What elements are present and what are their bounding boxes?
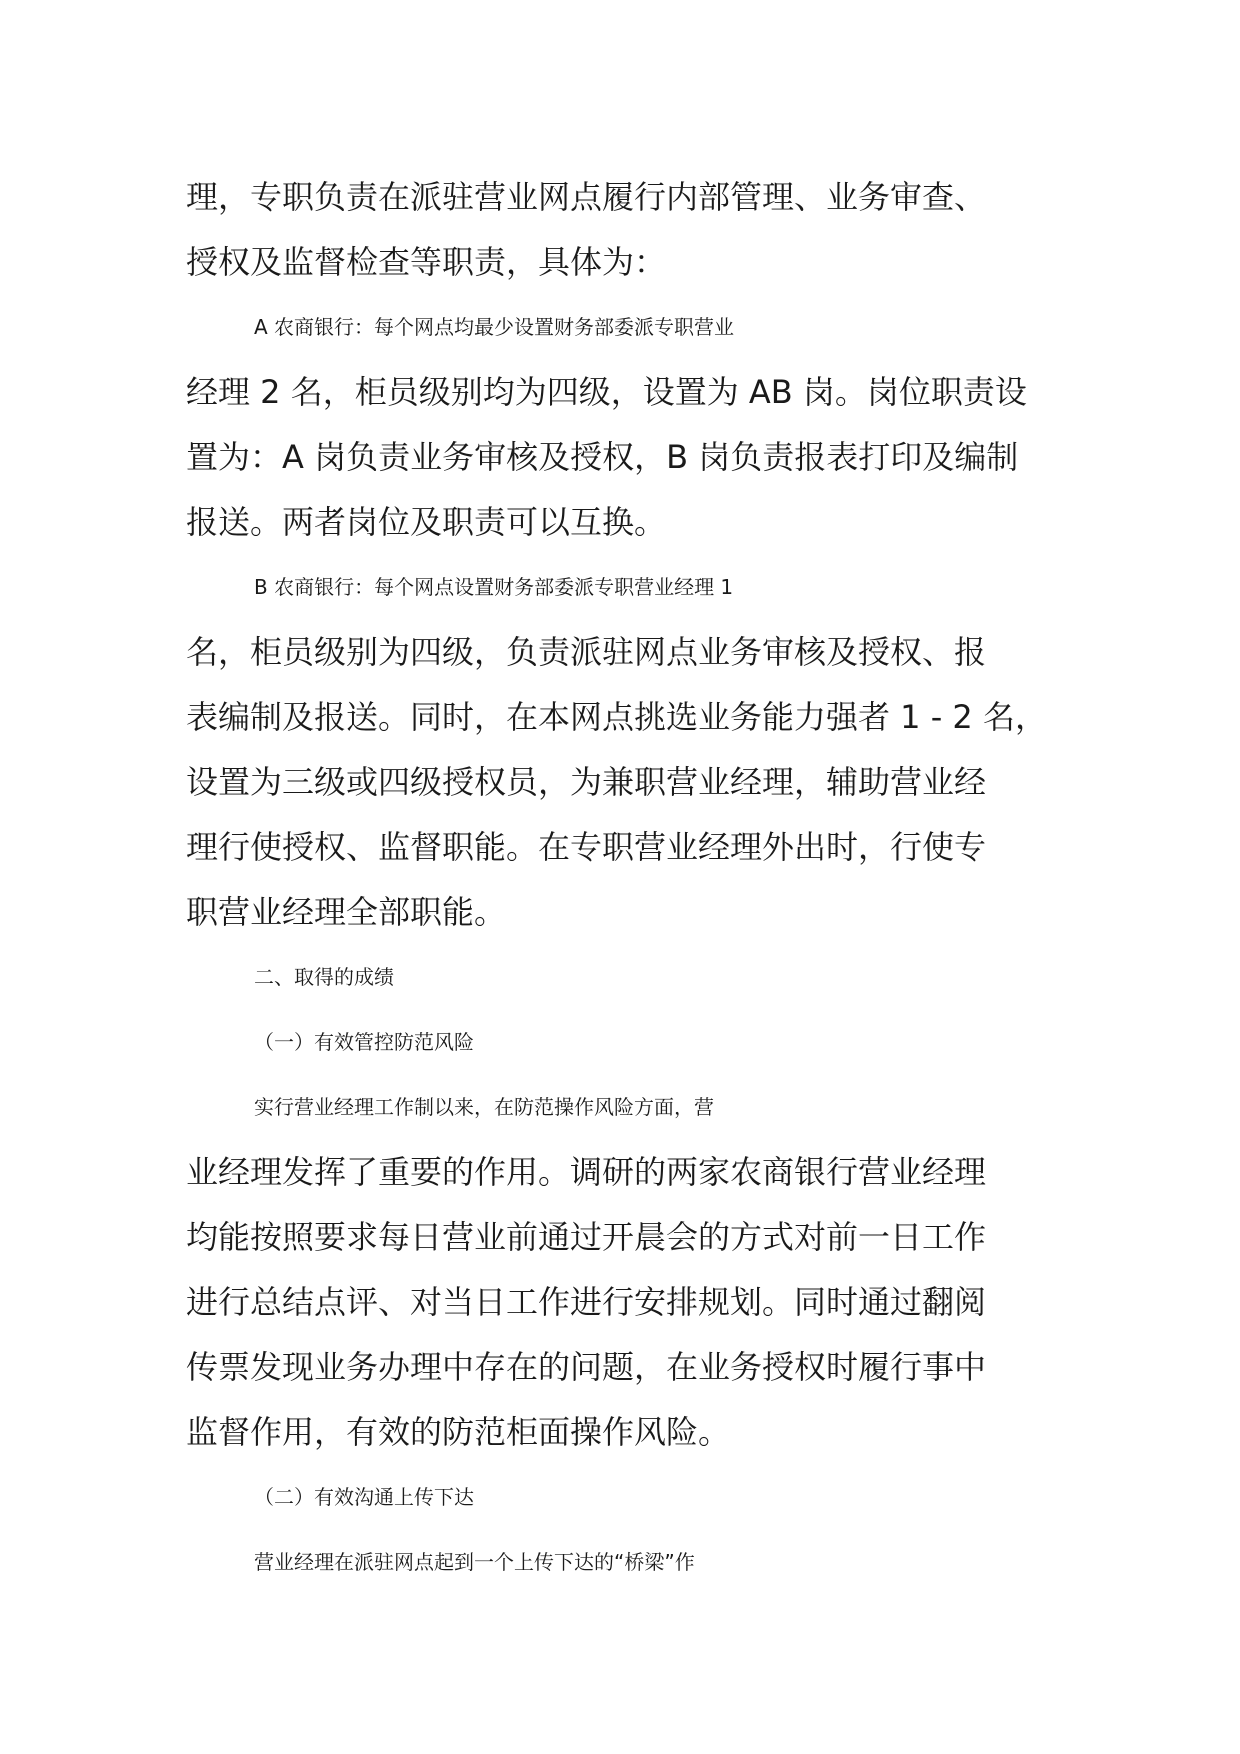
text-line: 名，柜员级别为四级，负责派驻网点业务审核及授权、报 <box>186 633 987 671</box>
text-line: 营业经理在派驻网点起到一个上传下达的“桥梁”作 <box>254 1550 695 1574</box>
text-line: 实行营业经理工作制以来，在防范操作风险方面，营 <box>254 1095 714 1119</box>
text-line: 表编制及报送。同时，在本网点挑选业务能力强者 1 - 2 名， <box>186 698 1047 736</box>
text-line: 授权及监督检查等职责，具体为： <box>186 243 667 281</box>
text-line: 进行总结点评、对当日工作进行安排规划。同时通过翻阅 <box>186 1283 987 1321</box>
text-line: A 农商银行：每个网点均最少设置财务部委派专职营业 <box>254 315 735 339</box>
text-line: 理行使授权、监督职能。在专职营业经理外出时，行使专 <box>186 828 987 866</box>
text-line: 置为：A 岗负责业务审核及授权，B 岗负责报表打印及编制 <box>186 438 1019 476</box>
text-line: （一）有效管控防范风险 <box>254 1030 474 1054</box>
text-line: 传票发现业务办理中存在的问题，在业务授权时履行事中 <box>186 1348 987 1386</box>
text-line: B 农商银行：每个网点设置财务部委派专职营业经理 1 <box>254 575 734 599</box>
text-line: 均能按照要求每日营业前通过开晨会的方式对前一日工作 <box>186 1218 987 1256</box>
text-line: 报送。两者岗位及职责可以互换。 <box>186 503 667 541</box>
text-line: 业经理发挥了重要的作用。调研的两家农商银行营业经理 <box>186 1153 987 1191</box>
text-line: 理，专职负责在派驻营业网点履行内部管理、业务审查、 <box>186 178 987 216</box>
text-line: 经理 2 名，柜员级别均为四级，设置为 AB 岗。岗位职责设 <box>186 373 1027 411</box>
text-line: 职营业经理全部职能。 <box>186 893 507 931</box>
text-line: （二）有效沟通上传下达 <box>254 1485 474 1509</box>
text-line: 监督作用，有效的防范柜面操作风险。 <box>186 1413 731 1451</box>
body-text <box>186 165 1066 1595</box>
text-line: 设置为三级或四级授权员，为兼职营业经理，辅助营业经 <box>186 763 987 801</box>
text-line: 二、取得的成绩 <box>254 965 394 989</box>
